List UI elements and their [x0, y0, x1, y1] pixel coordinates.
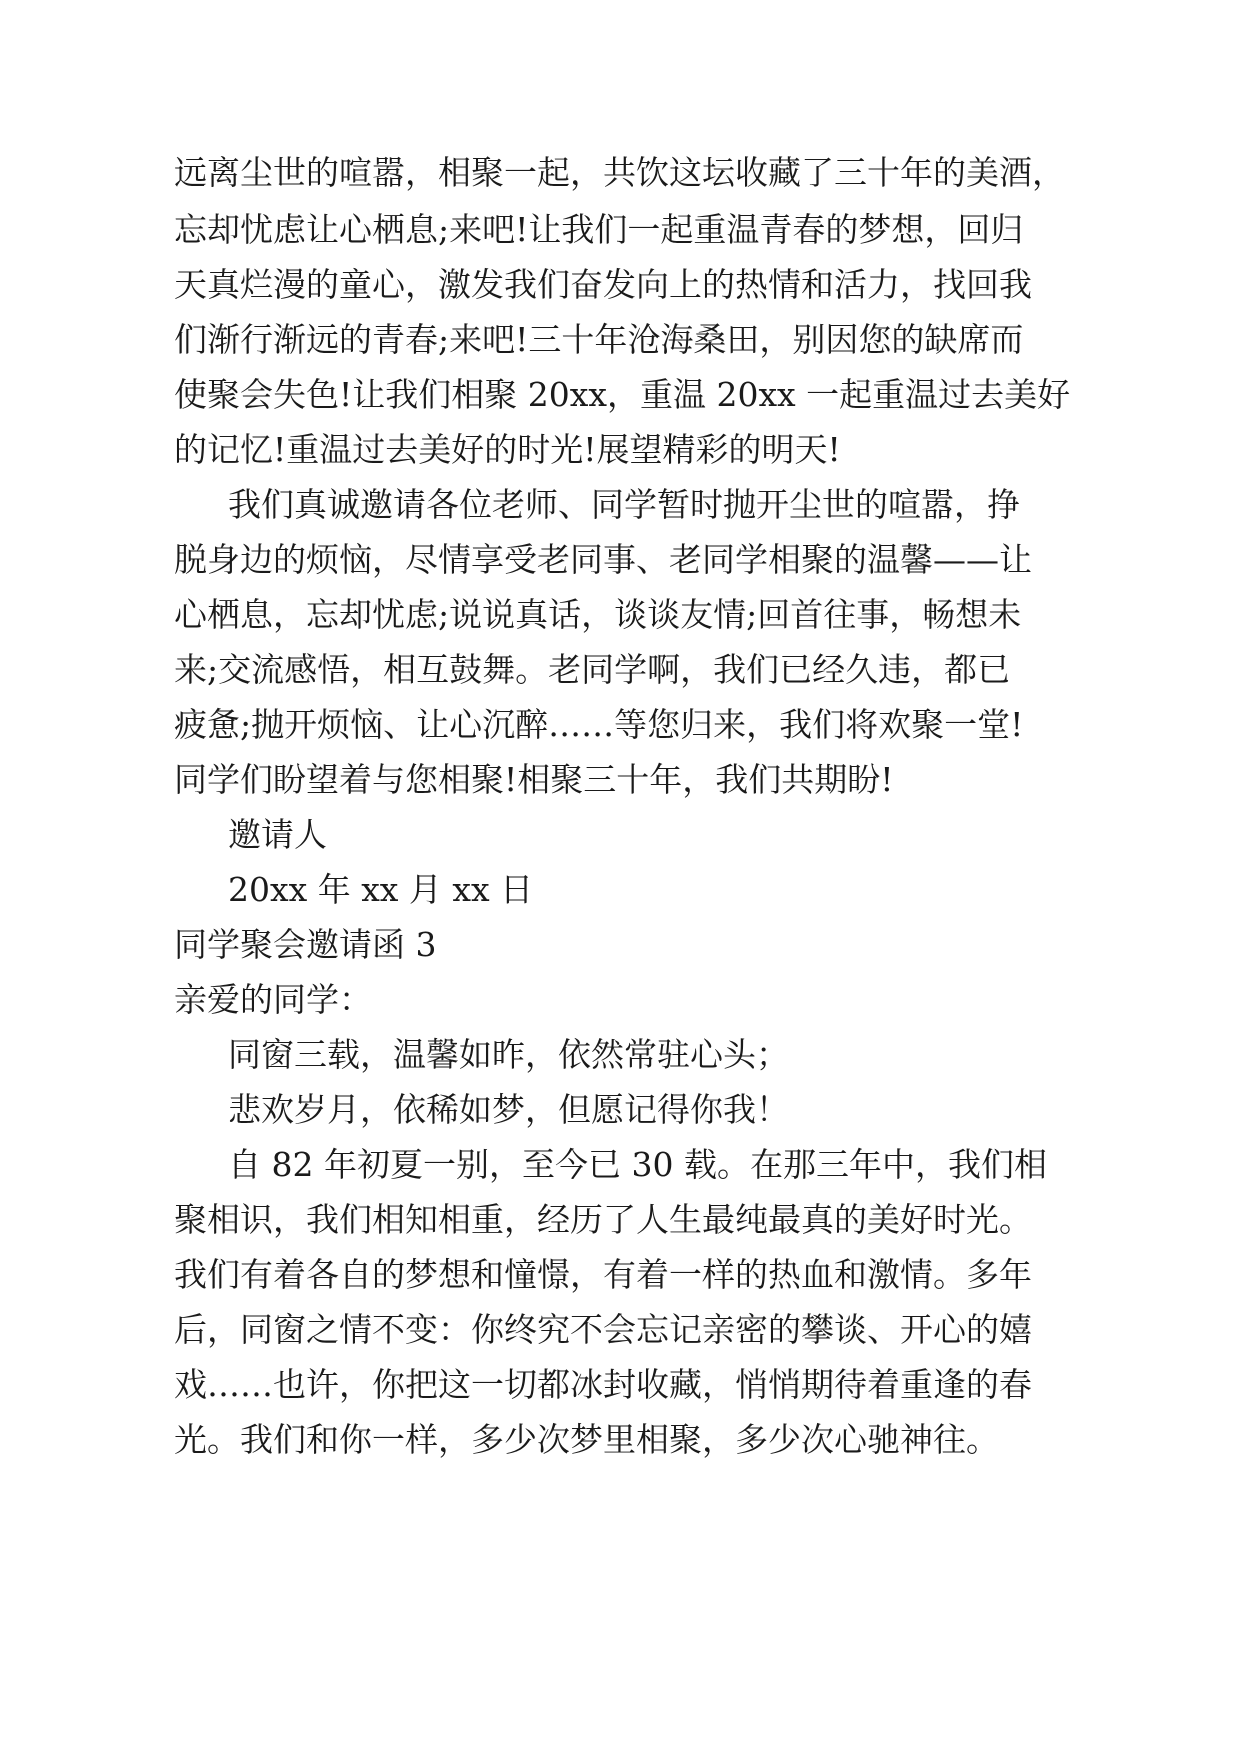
verse-line: 同窗三载，温馨如昨，依然常驻心头； [228, 1035, 789, 1074]
paragraph-2-line: 疲惫;抛开烦恼、让心沉醉……等您归来，我们将欢聚一堂! [174, 705, 1024, 744]
paragraph-1-line: 远离尘世的喧嚣，相聚一起，共饮这坛收藏了三十年的美酒， [174, 153, 1065, 192]
paragraph-3-line: 戏……也许，你把这一切都冰封收藏，悄悄期待着重逢的春 [174, 1365, 1032, 1404]
paragraph-1-line: 使聚会失色!让我们相聚 20xx，重温 20xx 一起重温过去美好 [174, 375, 1071, 414]
paragraph-2-line: 心栖息，忘却忧虑;说说真话，谈谈友情;回首往事，畅想未 [174, 595, 1022, 634]
salutation: 亲爱的同学： [174, 980, 372, 1019]
paragraph-2-line: 来;交流感悟，相互鼓舞。老同学啊，我们已经久违，都已 [174, 650, 1011, 689]
section-title: 同学聚会邀请函 3 [174, 925, 437, 964]
paragraph-1-line: 们渐行渐远的青春;来吧!三十年沧海桑田，别因您的缺席而 [174, 320, 1024, 359]
invitation-date: 20xx 年 xx 月 xx 日 [228, 870, 534, 909]
paragraph-3-line: 我们有着各自的梦想和憧憬，有着一样的热血和激情。多年 [174, 1255, 1032, 1294]
paragraph-1-line: 的记忆!重温过去美好的时光!展望精彩的明天! [174, 430, 841, 469]
paragraph-1-line: 天真烂漫的童心，激发我们奋发向上的热情和活力，找回我 [174, 265, 1032, 304]
paragraph-1-line: 忘却忧虑让心栖息;来吧!让我们一起重温青春的梦想，回归 [174, 210, 1024, 249]
paragraph-2-line: 我们真诚邀请各位老师、同学暂时抛开尘世的喧嚣，挣 [228, 485, 1020, 524]
paragraph-2-line: 脱身边的烦恼，尽情享受老同事、老同学相聚的温馨——让 [174, 540, 1032, 579]
paragraph-2-line: 同学们盼望着与您相聚!相聚三十年，我们共期盼! [174, 760, 894, 799]
paragraph-3-line: 后，同窗之情不变：你终究不会忘记亲密的攀谈、开心的嬉 [174, 1310, 1032, 1349]
paragraph-3-line: 光。我们和你一样，多少次梦里相聚，多少次心驰神往。 [174, 1420, 999, 1459]
inviter-label: 邀请人 [228, 815, 327, 854]
verse-line: 悲欢岁月，依稀如梦，但愿记得你我！ [228, 1090, 789, 1129]
paragraph-3-line: 聚相识，我们相知相重，经历了人生最纯最真的美好时光。 [174, 1200, 1032, 1239]
paragraph-3-line: 自 82 年初夏一别，至今已 30 载。在那三年中，我们相 [228, 1145, 1047, 1184]
